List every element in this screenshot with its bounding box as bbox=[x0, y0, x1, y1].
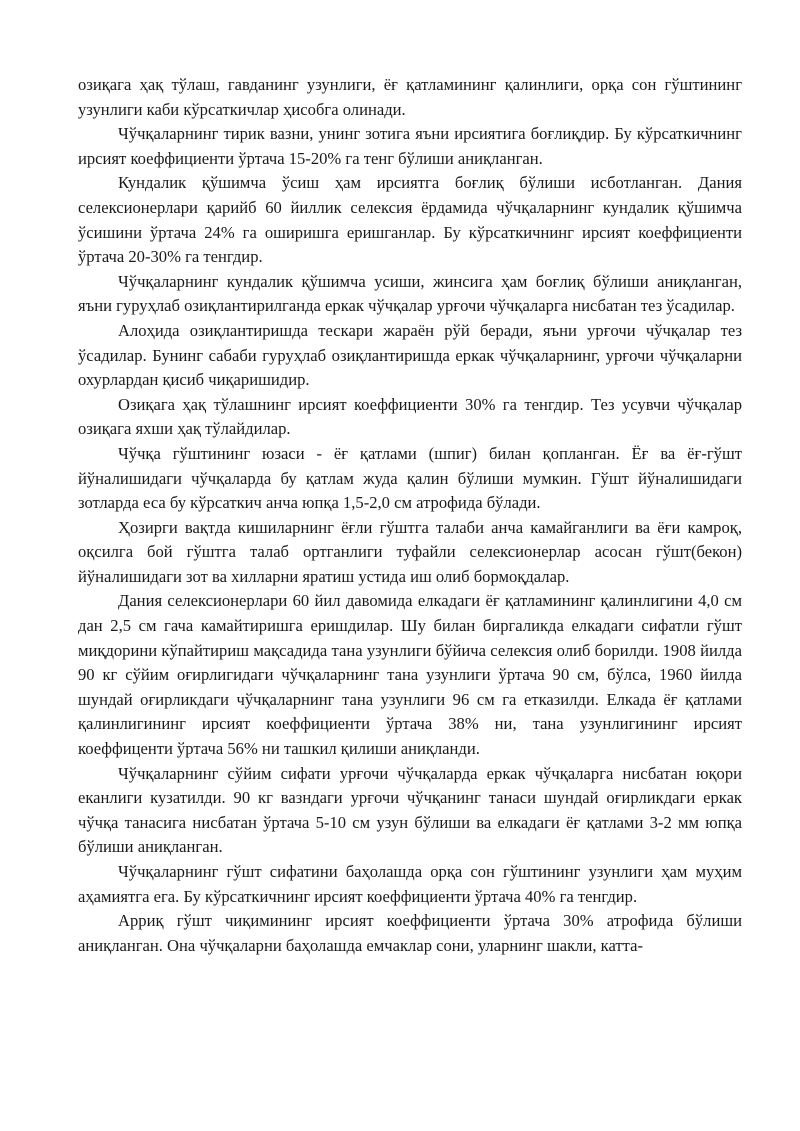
paragraph: Дания селексионерлари 60 йил давомида елкадаги ёғ қатламининг қалинлигини 4,0 см дан 2,5 см гача камайтиришга еришдилар. Шу билан биргаликда елкадаги сифатли гўшт миқдорини кўпайтириш мақсадида тана узунлиги бўйича селексия олиб борилди. 1908 йилда 90 кг сўйим оғирлигидаги чўчқаларнинг тана узунлиги ўртача 90 см, бўлса, 1960 йилда шундай оғирликдаги чўчқаларнинг тана узунлиги 96 см га етказилди. Елкада ёғ қатлами қалинлигининг ирсият коеффициенти ўртача 38% ни, тана узунлигининг ирсият коеффиценти ўртача 56% ни ташкил қилиши аниқланди. bbox=[78, 591, 742, 759]
paragraph: Чўчқа гўштининг юзаси - ёғ қатлами (шпиг) билан қопланган. Ёғ ва ёғ-гўшт йўналишидаги чўчқаларда бу қатлам жуда қалин бўлиши мумкин. Гўшт йўналишидаги зотларда еса бу кўрсаткич анча юпқа 1,5-2,0 см атрофида бўлади. bbox=[78, 443, 742, 513]
paragraph: Чўчқаларнинг тирик вазни, унинг зотига яъни ирсиятига боғлиқдир. Бу кўрсаткичнинг ирсият коеффициенти ўртача 15-20% га тенг бўлиши аниқланган. bbox=[78, 124, 742, 168]
paragraph: Чўчқаларнинг кундалик қўшимча усиши, жинсига ҳам боғлиқ бўлиши аниқланган, яъни гуруҳлаб озиқлантирилганда еркак чўчқалар урғочи чўчқаларга нисбатан тез ўсадилар. bbox=[78, 271, 742, 316]
paragraph: Чўчқаларнинг гўшт сифатини баҳолашда орқа сон гўштининг узунлиги ҳам муҳим аҳамиятга ега. Бу кўрсаткичнинг ирсият коеффициенти ўртача 40% га тенгдир. bbox=[78, 862, 742, 906]
paragraph: Чўчқаларнинг сўйим сифати урғочи чўчқаларда еркак чўчқаларга нисбатан юқори еканлиги кузатилди. 90 кг вазндаги урғочи чўчқанинг танаси шундай оғирликдаги еркак чўчқа танасига нисбатан ўртача 5-10 см узун бўлиши ва елкадаги ёғ қатлами 3-2 мм юпқа бўлиши аниқланган. bbox=[78, 763, 742, 857]
paragraph: Озиқага ҳақ тўлашнинг ирсият коеффициенти 30% га тенгдир. Тез усувчи чўчқалар озиқага яхши ҳақ тўлайдилар. bbox=[78, 394, 742, 439]
paragraph: озиқага ҳақ тўлаш, гавданинг узунлиги, ёғ қатламининг қалинлиги, орқа сон гўштининг узунлиги каби кўрсаткичлар ҳисобга олинади. bbox=[78, 75, 742, 119]
paragraph: Алоҳида озиқлантиришда тескари жараён рўй беради, яъни урғочи чўчқалар тез ўсадилар. Бунинг сабаби гуруҳлаб озиқлантиришда еркак чўчқаларнинг, урғочи чўчқаларни охурлардан қисиб чиқаришидир. bbox=[78, 320, 742, 390]
paragraph: Арриқ гўшт чиқимининг ирсият коеффициенти ўртача 30% атрофида бўлиши аниқланган. Она чўчқаларни баҳолашда емчаклар сони, уларнинг шакли, катта- bbox=[78, 911, 742, 955]
document-body bbox=[78, 73, 742, 958]
paragraph: Кундалик қўшимча ўсиш ҳам ирсиятга боғлиқ бўлиши исботланган. Дания селексионерлари қарийб 60 йиллик селексия ёрдамида чўчқаларнинг кундалик қўшимча ўсишини ўртача 24% га оширишга еришганлар. Бу кўрсаткичнинг ирсият коеффициенти ўртача 20-30% га тенгдир. bbox=[78, 173, 742, 267]
paragraph: Ҳозирги вақтда кишиларнинг ёғли гўштга талаби анча камайганлиги ва ёғи камроқ, оқсилга бой гўштга талаб ортганлиги туфайли селексионерлар асосан гўшт(бекон) йўналишидаги зот ва хилларни яратиш устида иш олиб бормоқдалар. bbox=[78, 517, 742, 586]
